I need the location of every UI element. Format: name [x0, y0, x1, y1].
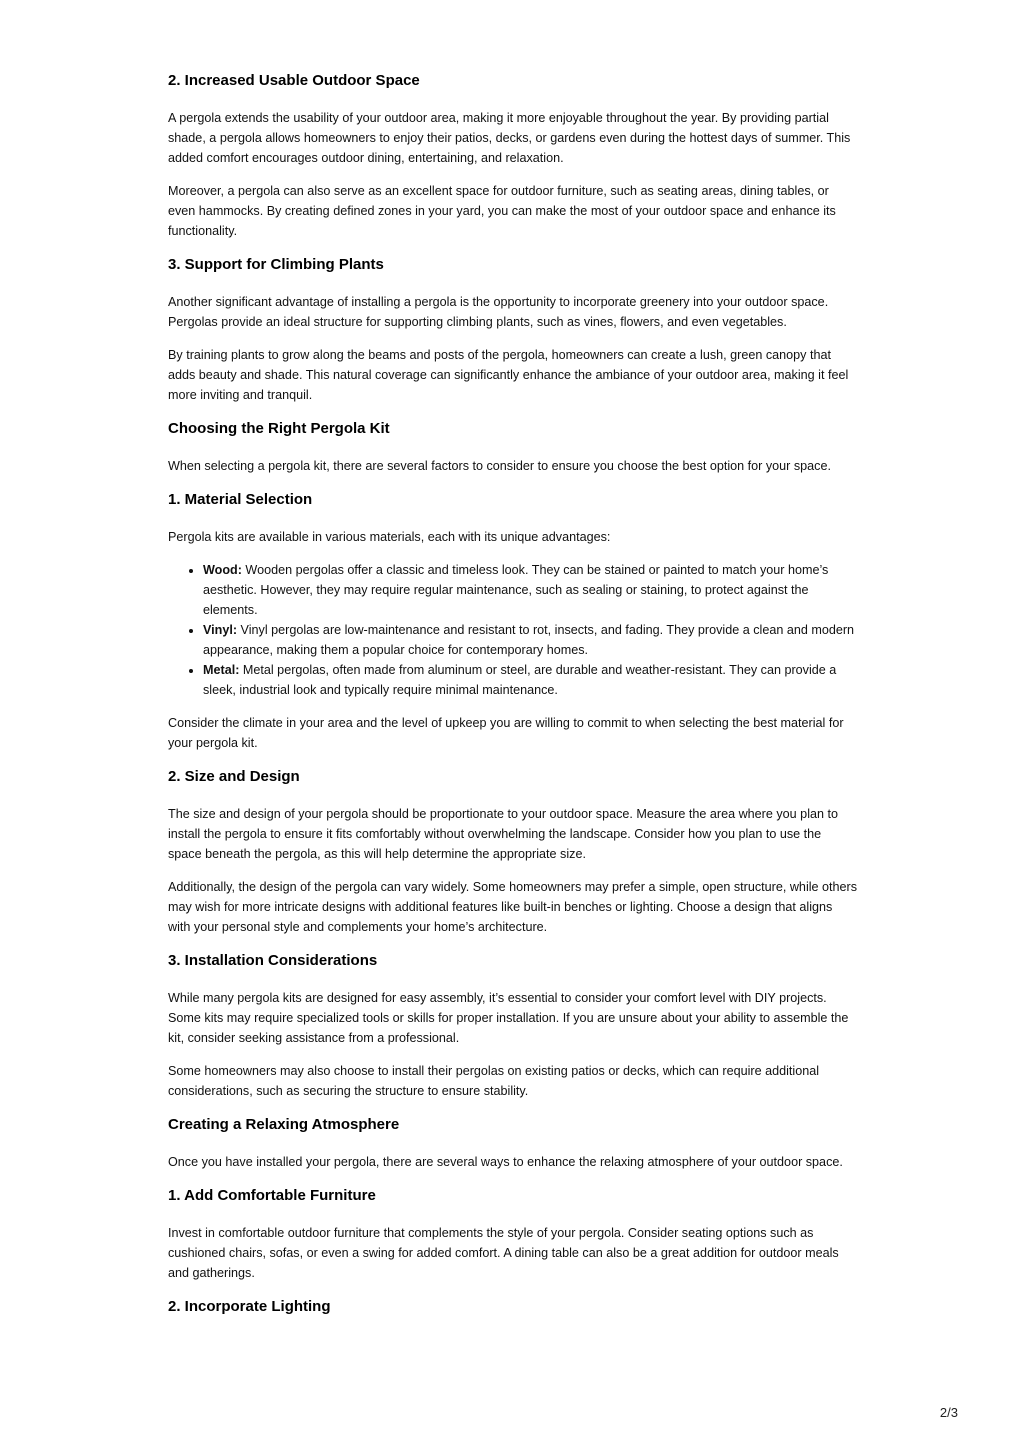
- paragraph: Moreover, a pergola can also serve as an excellent space for outdoor furniture, such as seating areas, dining tables, or even hammocks. By creating defined zones in your yard, you can make the most of your outdoor space and enhance its functionality.: [168, 184, 836, 238]
- paragraph: Some homeowners may also choose to install their pergolas on existing patios or decks, which can require additional considerations, such as securing the structure to ensure stability.: [168, 1064, 820, 1098]
- section-heading: 1. Add Comfortable Furniture: [168, 1187, 376, 1204]
- paragraph: Invest in comfortable outdoor furniture that complements the style of your pergola. Consider seating options such as cushioned chairs, sofas, or even a swing for added comfort. A dining table can also be a great addition for outdoor meals and gatherings.: [168, 1226, 839, 1280]
- document-page: [168, 70, 858, 1334]
- section-heading: 2. Incorporate Lighting: [168, 1298, 331, 1315]
- section-heading: 3. Installation Considerations: [168, 952, 378, 969]
- section-heading: 2. Size and Design: [168, 768, 300, 785]
- paragraph: While many pergola kits are designed for easy assembly, it’s essential to consider your comfort level with DIY projects. Some kits may require specialized tools or skills for proper installation. If you are unsure about your ability to assemble the kit, consider seeking assistance from a professional.: [168, 991, 849, 1045]
- list-item-text: Metal pergolas, often made from aluminum or steel, are durable and weather-resistant. They can provide a sleek, industrial look and typically require minimal maintenance.: [203, 663, 837, 697]
- list-item: [203, 660, 858, 700]
- paragraph: By training plants to grow along the beams and posts of the pergola, homeowners can create a lush, green canopy that adds beauty and shade. This natural coverage can significantly enhance the ambiance of your outdoor area, making it feel more inviting and tranquil.: [168, 348, 849, 402]
- section-heading: Choosing the Right Pergola Kit: [168, 420, 390, 437]
- section-heading: 2. Increased Usable Outdoor Space: [168, 72, 420, 89]
- paragraph: The size and design of your pergola should be proportionate to your outdoor space. Measure the area where you plan to install the pergola to ensure it fits comfortably without overwhelming the landscape. Consider how you plan to use the space beneath the pergola, as this will help determine the appropriate size.: [168, 807, 838, 861]
- paragraph: When selecting a pergola kit, there are several factors to consider to ensure you choose the best option for your space.: [168, 459, 831, 473]
- list-item-term: Wood:: [203, 563, 242, 577]
- paragraph: Another significant advantage of installing a pergola is the opportunity to incorporate greenery into your outdoor space. Pergolas provide an ideal structure for supporting climbing plants, such as vines, flowers, and even vegetables.: [168, 295, 829, 329]
- section-heading: 1. Material Selection: [168, 491, 313, 508]
- section-heading: Creating a Relaxing Atmosphere: [168, 1116, 400, 1133]
- list-item: [203, 560, 858, 620]
- paragraph: Pergola kits are available in various materials, each with its unique advantages:: [168, 530, 611, 544]
- page-number: 2/3: [939, 1405, 958, 1420]
- list-item-text: Vinyl pergolas are low-maintenance and resistant to rot, insects, and fading. They provide a clean and modern appearance, making them a popular choice for contemporary homes.: [203, 623, 855, 657]
- section-heading: 3. Support for Climbing Plants: [168, 256, 384, 273]
- material-list: [168, 560, 858, 700]
- list-item-text: Wooden pergolas offer a classic and timeless look. They can be stained or painted to match your home’s aesthetic. However, they may require regular maintenance, such as sealing or staining, to protect against the elements.: [203, 563, 829, 617]
- list-item-term: Metal:: [203, 663, 240, 677]
- paragraph: Consider the climate in your area and the level of upkeep you are willing to commit to when selecting the best material for your pergola kit.: [168, 716, 844, 750]
- paragraph: Once you have installed your pergola, there are several ways to enhance the relaxing atmosphere of your outdoor space.: [168, 1155, 843, 1169]
- list-item-term: Vinyl:: [203, 623, 238, 637]
- list-item: [203, 620, 858, 660]
- paragraph: A pergola extends the usability of your outdoor area, making it more enjoyable throughout the year. By providing partial shade, a pergola allows homeowners to enjoy their patios, decks, or gardens even during the hottest days of summer. This added comfort encourages outdoor dining, entertaining, and relaxation.: [168, 111, 851, 165]
- paragraph: Additionally, the design of the pergola can vary widely. Some homeowners may prefer a simple, open structure, while others may wish for more intricate designs with additional features like built-in benches or lighting. Choose a design that aligns with your personal style and complements your home’s architecture.: [168, 880, 858, 934]
